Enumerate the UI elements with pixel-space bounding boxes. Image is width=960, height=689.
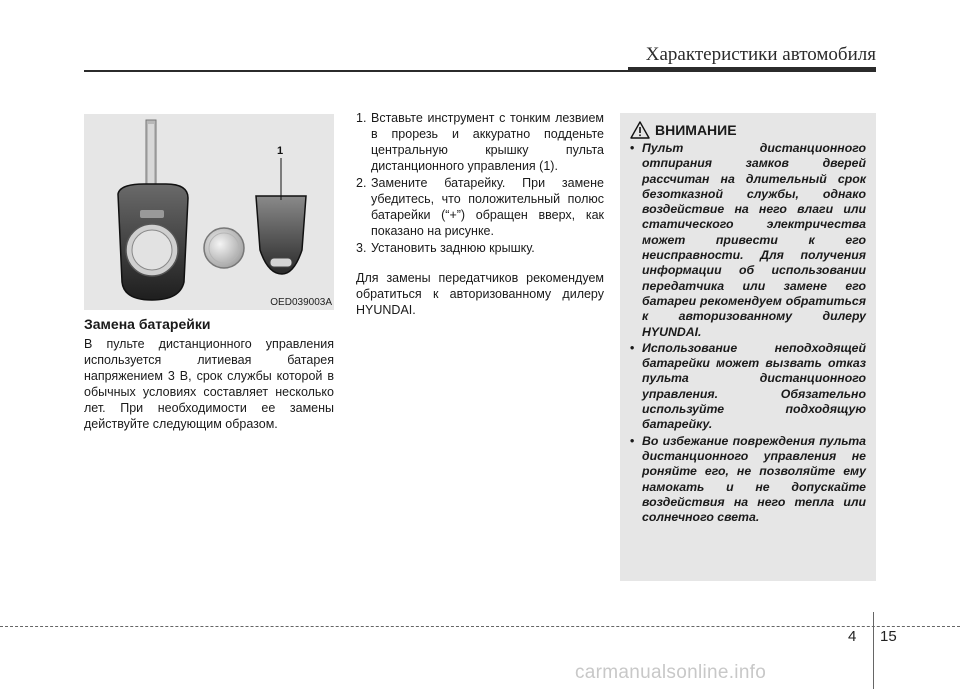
warning-item [630, 141, 866, 340]
section-title: Замена батарейки [84, 316, 211, 332]
step-number: 2. [356, 176, 367, 190]
step-item [356, 240, 604, 256]
bullet: • [630, 340, 635, 355]
bullet: • [630, 141, 635, 155]
warning-text: Пульт дистанционного отпирания замков дверей рассчитан на длительный срок безотказной службы, однако воздействие на него влаги или статического электричества может привести к его неисправности. Для получения информации об использовании передатчика или замене его батареи рекомендуем обратиться к авторизованному дилеру HYUNDAI. [642, 141, 866, 339]
instructions-column [356, 110, 604, 318]
warning-text: Во избежание повреждения пульта дистанционного управления не роняйте его, не позволяйте ему намокать и не допускайте воздействия на него тепла или солнечного света. [642, 433, 866, 525]
key-illustration [84, 114, 334, 310]
page-number: 15 [880, 628, 897, 645]
step-text: Вставьте инструмент с тонким лезвием в прорезь и аккуратно подденьте центральную крышку пульта дистанционного управления (1). [371, 111, 604, 173]
battery-replacement-section [84, 316, 334, 432]
key-battery-figure [84, 114, 334, 310]
page-divider [873, 612, 874, 689]
watermark: carmanualsonline.info [575, 662, 767, 683]
warning-item [630, 434, 866, 526]
warning-box [620, 113, 876, 581]
warning-item [630, 341, 866, 433]
key-fob-body [118, 184, 188, 300]
step-item [356, 175, 604, 239]
callout-number: 1 [277, 145, 284, 157]
warning-triangle-icon [630, 121, 650, 139]
warning-title: ВНИМАНИЕ [655, 122, 737, 138]
back-cover [256, 196, 306, 274]
transmitter-note: Для замены передатчиков рекомендуем обратиться к авторизованному дилеру HYUNDAI. [356, 271, 604, 317]
chapter-number: 4 [848, 628, 857, 645]
battery-coin [204, 228, 244, 268]
footer-rule [0, 626, 960, 627]
step-number: 3. [356, 241, 367, 255]
figure-code: OED039003A [270, 297, 332, 308]
header-accent-bar [628, 67, 876, 72]
key-blade [146, 120, 156, 188]
step-text: Замените батарейку. При замене убедитесь, что положительный полюс батарейки (“+”) обращен вверх, как показано на рисунке. [371, 176, 604, 238]
warning-header [630, 121, 866, 139]
warning-text: Использование неподходящей батарейки может вызвать отказ пульта дистанционного управления. Обязательно используйте подходящую батарейку. [642, 340, 866, 432]
step-text: Установить заднюю крышку. [371, 241, 535, 255]
step-number: 1. [356, 111, 367, 125]
step-item [356, 110, 604, 174]
bullet: • [630, 433, 635, 448]
page-header-title: Характеристики автомобиля [645, 44, 876, 65]
section-paragraph: В пульте дистанционного управления используется литиевая батарея напряжением 3 В, срок службы которой в обычных условиях составляет несколько лет. При необходимости ее замены действуйте следующим образом. [84, 337, 334, 431]
